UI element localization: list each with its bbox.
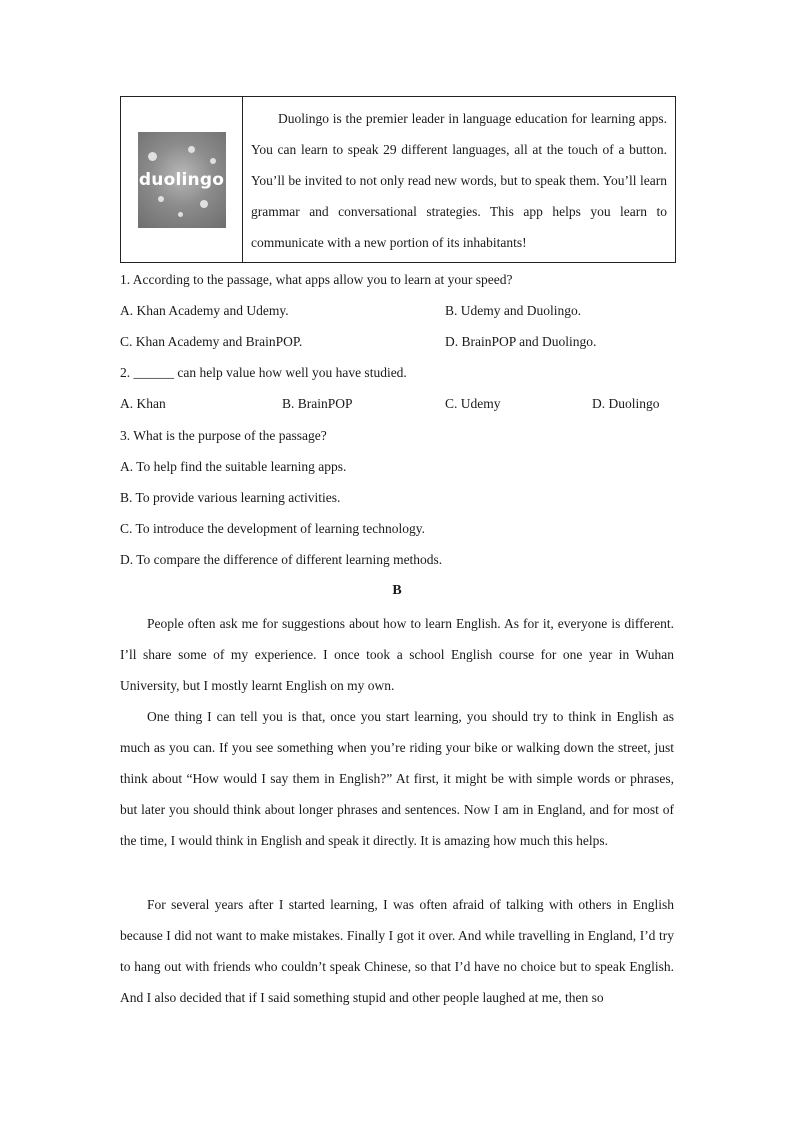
description-cell (243, 97, 675, 262)
logo-dot (200, 200, 208, 208)
question-2-option-d: D. Duolingo (592, 396, 660, 411)
logo-wordmark: duolingo (138, 169, 225, 190)
question-3-option-d: D. To compare the difference of different learning methods. (120, 552, 443, 567)
paragraph-2: One thing I can tell you is that, once you start learning, you should try to think in English as much as you can. If you see something when you’re riding your bike or walking down the street, just think about “How would I say them in English?” At first, it might be with simple words or phrases, but later you should think about longer phrases and sentences. Now I am in England, and for most of the time, I would think in English and speak it directly. It is amazing how much this helps. (120, 709, 674, 848)
question-2-option-b: B. BrainPOP (282, 396, 353, 411)
app-description: Duolingo is the premier leader in language education for learning apps. You can learn to speak 29 different languages, all at the touch of a button. You’ll be invited to not only read new words, but to speak them. You’ll learn grammar and conversational strategies. This app helps you learn to communicate with a new portion of its inhabitants! (251, 111, 667, 250)
logo-cell (121, 97, 243, 262)
question-3-option-b: B. To provide various learning activities. (120, 490, 341, 505)
app-info-table (120, 96, 676, 263)
question-2-stem: 2. ______ can help value how well you have studied. (120, 365, 407, 380)
duolingo-logo (138, 132, 226, 228)
question-2-option-a: A. Khan (120, 396, 166, 411)
logo-dot (188, 146, 195, 153)
paragraph-3: For several years after I started learning, I was often afraid of talking with others in English because I did not want to make mistakes. Finally I got it over. And while travelling in England, I’d try to hang out with friends who couldn’t speak Chinese, so that I’d have no choice but to speak English. And I also decided that if I said something stupid and other people laughed at me, then so (120, 897, 674, 1005)
question-1-option-a: A. Khan Academy and Udemy. (120, 303, 289, 318)
question-3-option-a: A. To help find the suitable learning apps. (120, 459, 347, 474)
logo-dot (148, 152, 157, 161)
question-1-option-c: C. Khan Academy and BrainPOP. (120, 334, 303, 349)
question-1-option-d: D. BrainPOP and Duolingo. (445, 334, 597, 349)
paragraph-1: People often ask me for suggestions about how to learn English. As for it, everyone is different. I’ll share some of my experience. I once took a school English course for one year in Wuhan University, but I mostly learnt English on my own. (120, 616, 674, 693)
question-3-option-c: C. To introduce the development of learning technology. (120, 521, 425, 536)
logo-dot (178, 212, 183, 217)
question-1-stem: 1. According to the passage, what apps allow you to learn at your speed? (120, 272, 513, 287)
section-heading: B (392, 583, 402, 598)
logo-dot (158, 196, 164, 202)
question-1-option-b: B. Udemy and Duolingo. (445, 303, 582, 318)
logo-dot (210, 158, 216, 164)
question-2-option-c: C. Udemy (445, 396, 501, 411)
question-3-stem: 3. What is the purpose of the passage? (120, 428, 327, 443)
